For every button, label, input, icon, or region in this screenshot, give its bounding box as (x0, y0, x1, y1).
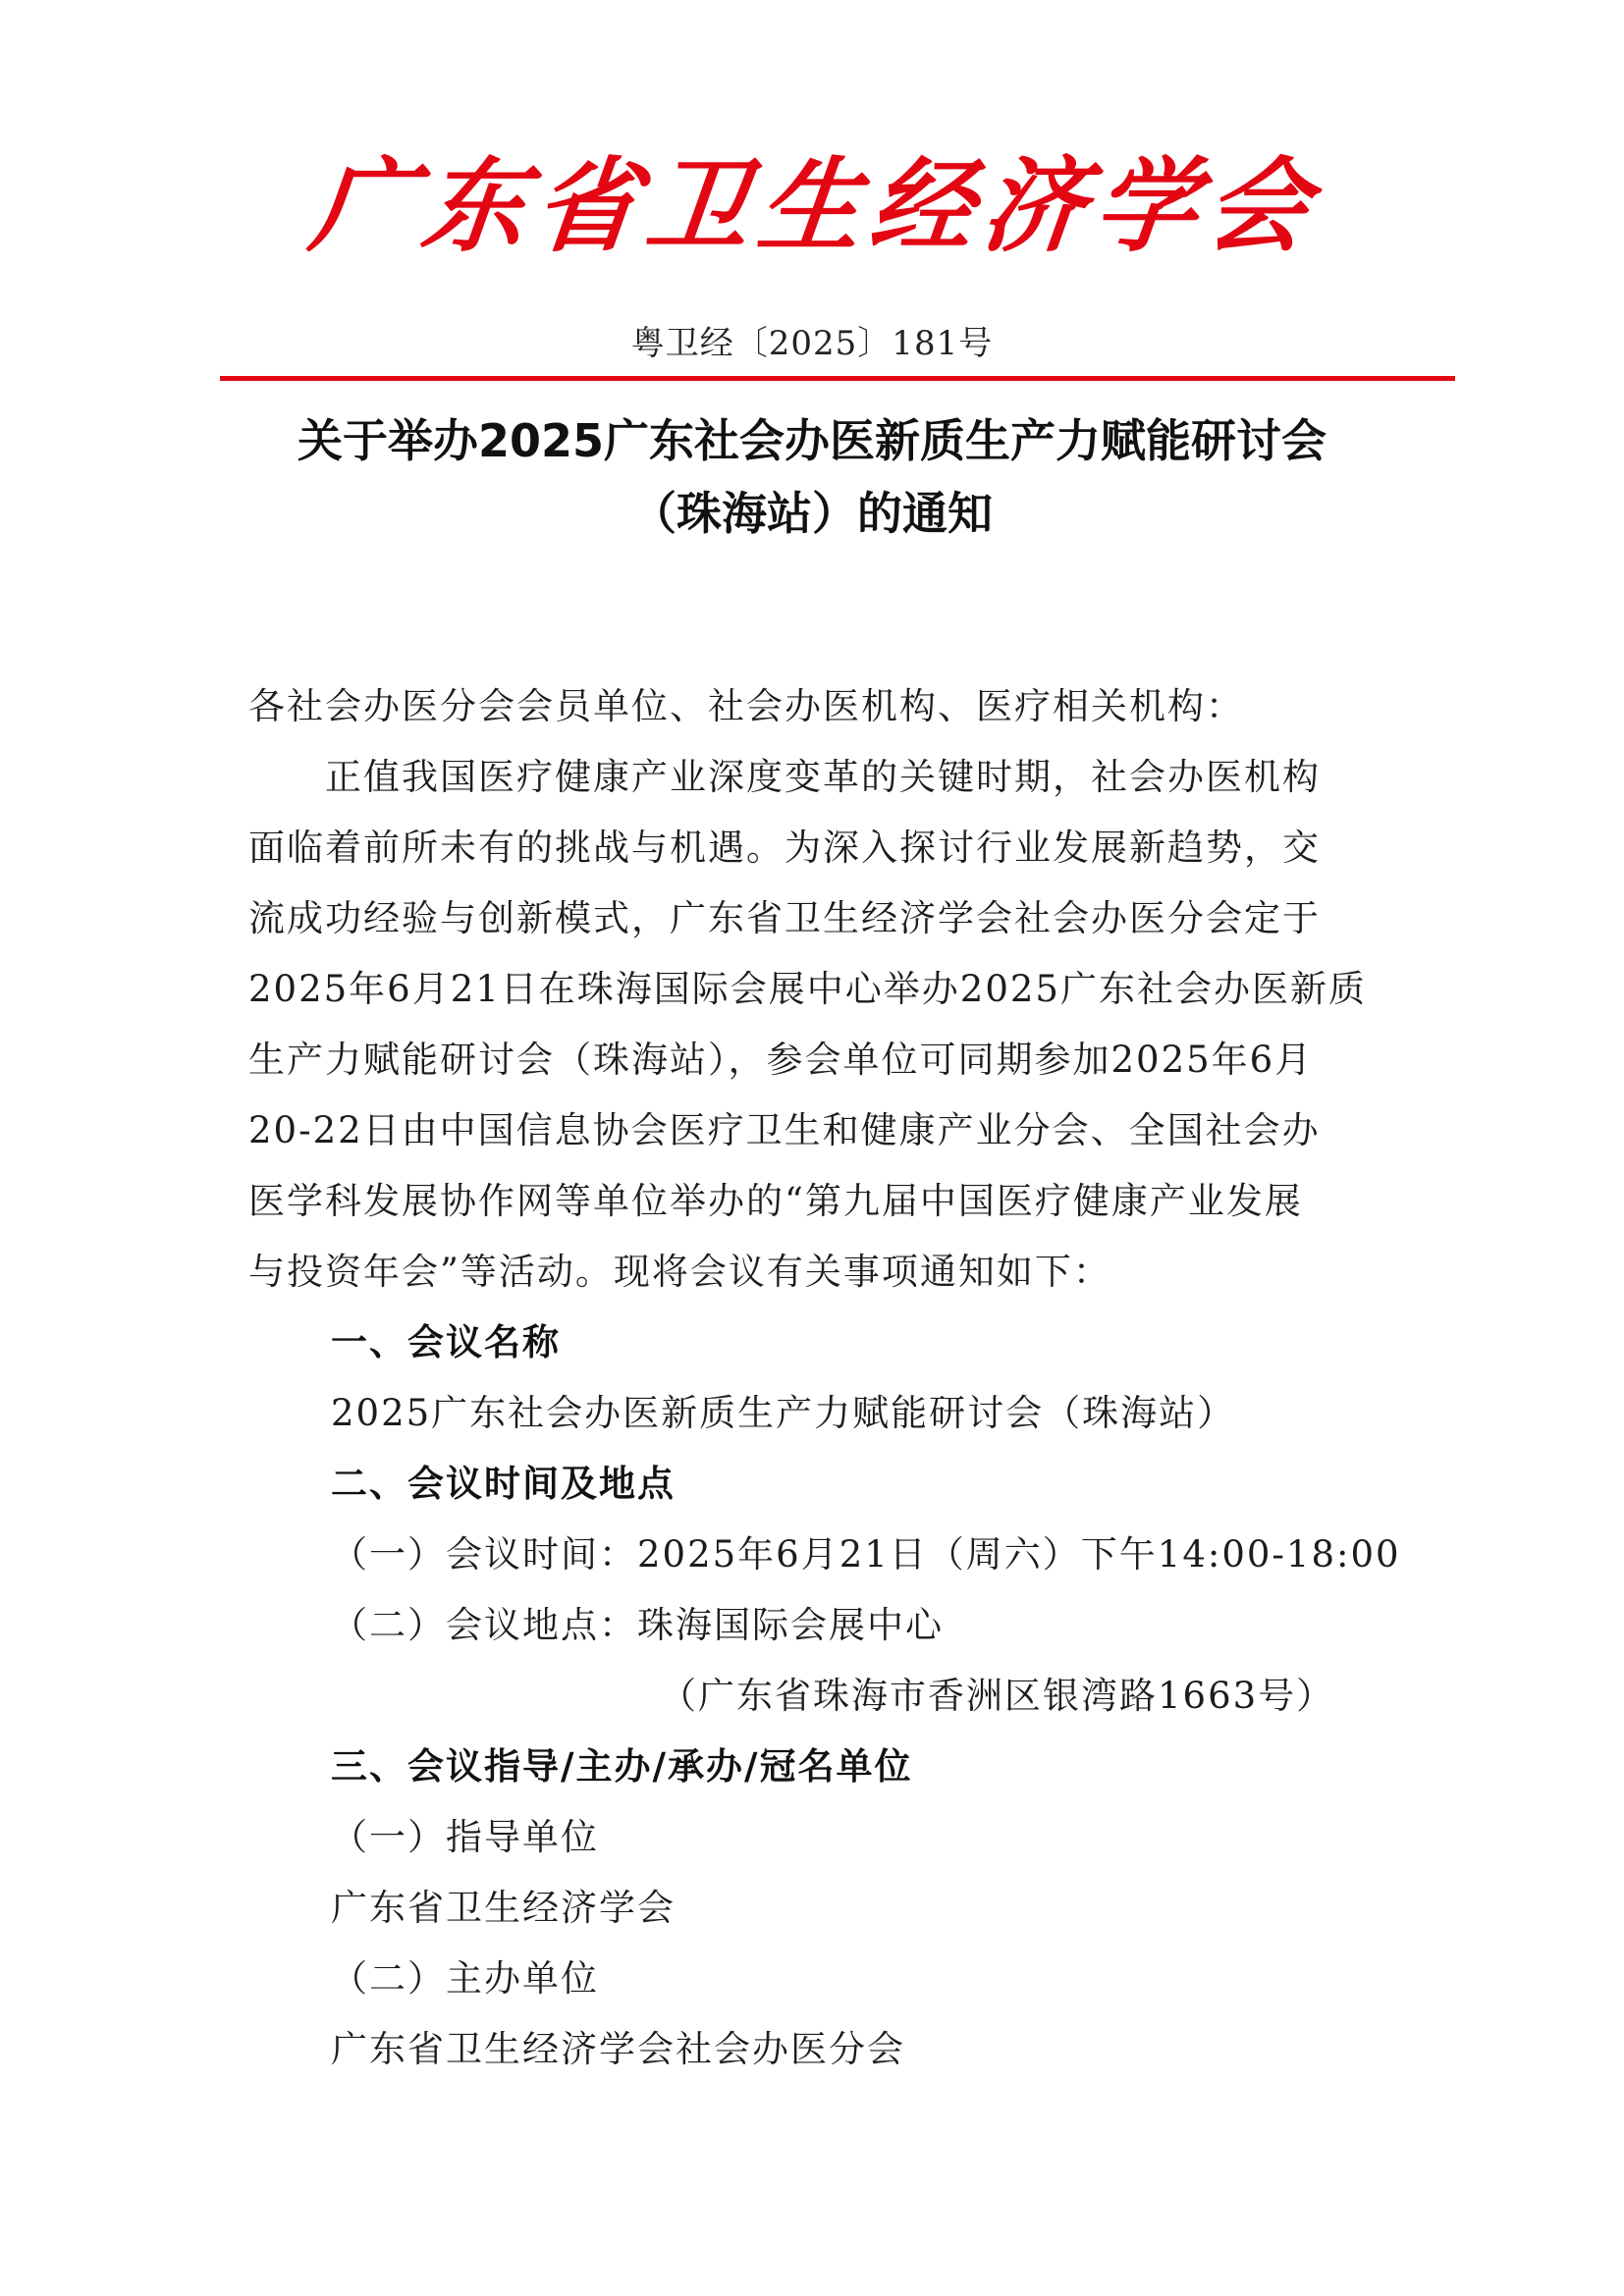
document-number: 粤卫经〔2025〕181号 (630, 324, 994, 363)
title-line-1: 关于举办2025广东社会办医新质生产力赋能研讨会 (297, 414, 1327, 467)
host-unit-label: （二）主办单位 (331, 1957, 599, 2000)
letterhead-org-name: 广东省卫生经济学会 (304, 145, 1326, 266)
intro-line: 生产力赋能研讨会（珠海站），参会单位可同期参加2025年6月 (248, 1039, 1314, 1081)
intro-line: 2025年6月21日在珠海国际会展中心举办2025广东社会办医新质 (248, 968, 1367, 1010)
intro-paragraph (248, 742, 1378, 1308)
section-2-heading: 二、会议时间及地点 (331, 1463, 676, 1505)
document-title (196, 404, 1428, 550)
intro-line: 面临着前所未有的挑战与机遇。为深入探讨行业发展新趋势，交 (248, 827, 1321, 869)
intro-line: 流成功经验与创新模式，广东省卫生经济学会社会办医分会定于 (248, 897, 1321, 939)
intro-line: 正值我国医疗健康产业深度变革的关键时期，社会办医机构 (248, 756, 1321, 798)
intro-line: 医学科发展协作网等单位举办的“第九届中国医疗健康产业发展 (248, 1180, 1303, 1222)
meeting-name: 2025广东社会办医新质生产力赋能研讨会（珠海站） (331, 1392, 1236, 1434)
intro-line: 与投资年会”等活动。现将会议有关事项通知如下： (248, 1251, 1111, 1293)
meeting-address: （广东省珠海市香洲区银湾路1663号） (660, 1675, 1335, 1717)
section-1-heading: 一、会议名称 (331, 1321, 561, 1363)
intro-line: 20-22日由中国信息协会医疗卫生和健康产业分会、全国社会办 (248, 1109, 1321, 1151)
meeting-place: （二）会议地点：珠海国际会展中心 (331, 1604, 944, 1646)
letterhead-red-divider (220, 376, 1455, 381)
title-line-2: （珠海站）的通知 (631, 487, 993, 540)
host-unit-org: 广东省卫生经济学会社会办医分会 (331, 2028, 905, 2070)
guide-unit-org: 广东省卫生经济学会 (331, 1887, 676, 1929)
section-3-heading: 三、会议指导/主办/承办/冠名单位 (331, 1745, 913, 1788)
salutation: 各社会办医分会会员单位、社会办医机构、医疗相关机构： (248, 685, 1244, 727)
meeting-time: （一）会议时间：2025年6月21日（周六）下午14:00-18:00 (331, 1533, 1401, 1575)
guide-unit-label: （一）指导单位 (331, 1816, 599, 1858)
